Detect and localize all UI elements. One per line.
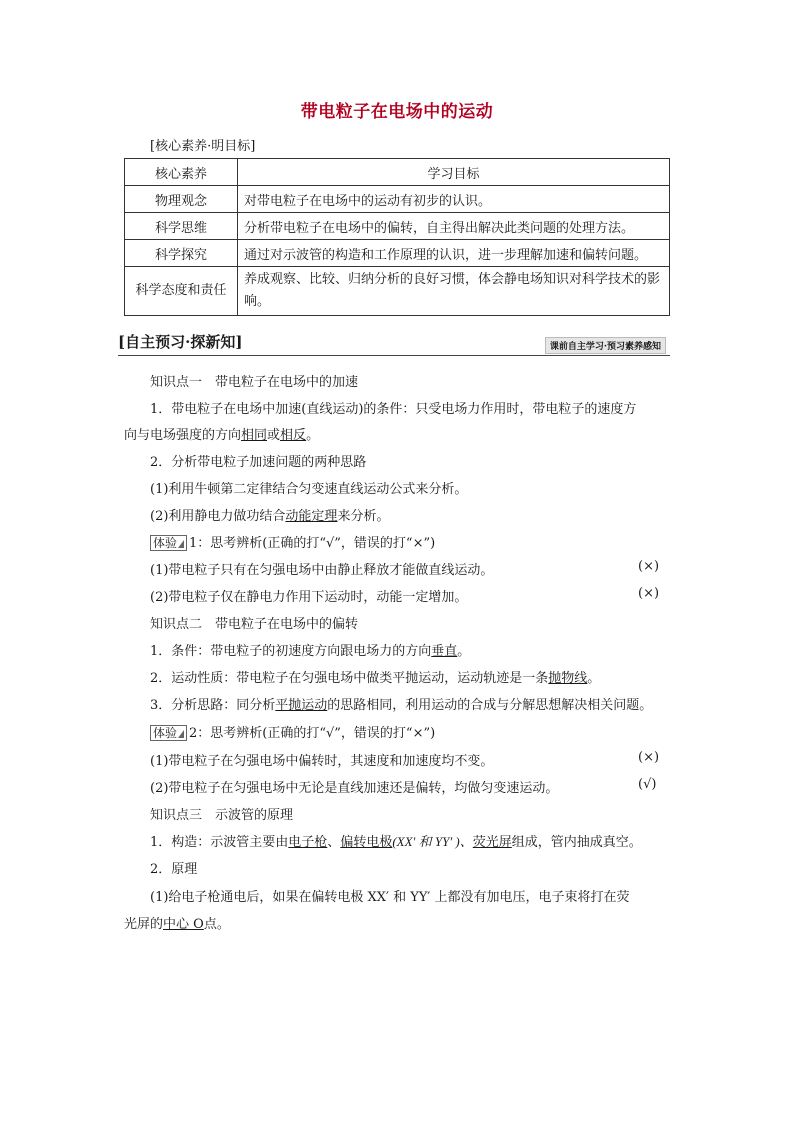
tiyan-tag <box>150 535 187 551</box>
table-cell-key: 科学态度和责任 <box>125 267 238 316</box>
answer-underline: 电子枪 <box>288 835 328 850</box>
tiyan-text: 2：思考辨析(正确的打“√”，错误的打“×”) <box>189 726 436 741</box>
kp2-question1: (1)带电粒子在匀强电场中偏转时，其速度和加速度均不变。 <box>150 754 494 769</box>
kp2-question2-mark: (√) <box>638 777 657 792</box>
answer-underline: 平抛运动 <box>275 698 328 713</box>
table-cell-value: 养成观察、比较、归纳分析的良好习惯，体会静电场知识对科学技术的影响。 <box>238 267 670 316</box>
kp1-question2-mark: (×) <box>638 586 660 601</box>
answer-underline: 相反 <box>280 428 307 443</box>
tiyan-text: 1：思考辨析(正确的打“√”，错误的打“×”) <box>189 536 436 551</box>
text-segment: 光屏的 <box>124 917 164 932</box>
tiyan-tag <box>150 725 187 741</box>
table-cell-value: 通过对示波管的构造和工作原理的认识，进一步理解加速和偏转问题。 <box>238 240 670 267</box>
text-segment: 来分析。 <box>337 509 390 524</box>
text-segment: 3．分析思路：同分析 <box>150 698 276 713</box>
text-segment: 1．构造：示波管主要由 <box>150 835 289 850</box>
table-header-core: 核心素养 <box>125 159 238 186</box>
section-title: [自主预习·探新知] <box>118 333 243 351</box>
answer-underline: 偏转电极 <box>340 835 393 850</box>
table-row <box>125 213 670 240</box>
answer-underline: 荧光屏 <box>472 835 512 850</box>
kp1-heading: 知识点一 带电粒子在电场中的加速 <box>150 375 359 390</box>
table-cell-value: 对带电粒子在电场中的运动有初步的认识。 <box>238 186 670 213</box>
text-segment: 1．条件：带电粒子的初速度方向跟电场力的方向 <box>150 644 432 659</box>
answer-underline: 中心 O <box>163 917 204 932</box>
tiyan-label: 体验 <box>153 536 178 550</box>
table-row <box>125 240 670 267</box>
corner-triangle-icon <box>178 540 184 548</box>
kp1-question1-mark: (×) <box>638 559 660 574</box>
kp2-line1 <box>150 640 470 659</box>
table-cell-key: 科学思维 <box>125 213 238 240</box>
kp3-line2: 2．原理 <box>150 862 198 877</box>
text-segment: 。 <box>587 671 601 686</box>
text-segment: 点。 <box>203 917 230 932</box>
kp1-question1: (1)带电粒子只有在匀强电场中由静止释放才能做直线运动。 <box>150 563 494 578</box>
kp3-line3a: (1)给电子枪通电后，如果在偏转电极 XX′ 和 YY′ 上都没有加电压，电子束将打在荧 <box>150 890 630 905</box>
tiyan-label: 体验 <box>153 726 178 740</box>
text-segment: (XX′ 和 YY′ )、 <box>392 834 473 849</box>
table-cell-key: 科学探究 <box>125 240 238 267</box>
section-header <box>118 331 670 356</box>
table-row <box>125 267 670 316</box>
kp1-line4 <box>150 505 389 524</box>
text-segment: 的思路相同，利用运动的合成与分解思想解决相关问题。 <box>327 698 653 713</box>
kp2-tiyan <box>150 722 435 741</box>
section-badge: 课前自主学习·预习素养感知 <box>545 337 666 354</box>
answer-underline: 抛物线 <box>548 671 588 686</box>
kp2-question1-mark: (×) <box>638 750 660 765</box>
kp3-line1 <box>150 831 642 850</box>
kp1-line1a: 1．带电粒子在电场中加速(直线运动)的条件：只受电场力作用时，带电粒子的速度方 <box>150 402 637 417</box>
text-segment: 组成，管内抽成真空。 <box>511 835 642 850</box>
kp2-line3 <box>150 694 652 713</box>
kp2-line2 <box>150 667 600 686</box>
answer-underline: 相同 <box>241 428 268 443</box>
kp1-tiyan <box>150 532 435 551</box>
table-header-row <box>125 159 670 186</box>
core-literacy-label: [核心素养·明目标] <box>150 139 256 154</box>
kp2-question2: (2)带电粒子在匀强电场中无论是直线加速还是偏转，均做匀变速运动。 <box>150 781 559 796</box>
text-segment: 。 <box>306 428 320 443</box>
table-row <box>125 186 670 213</box>
text-segment: 或 <box>267 428 281 443</box>
goals-table <box>124 158 670 316</box>
table-cell-value: 分析带电粒子在电场中的偏转，自主得出解决此类问题的处理方法。 <box>238 213 670 240</box>
kp3-line3b <box>124 913 230 932</box>
corner-triangle-icon <box>178 730 184 738</box>
answer-underline: 垂直 <box>431 644 458 659</box>
kp1-question2: (2)带电粒子仅在静电力作用下运动时，动能一定增加。 <box>150 590 468 605</box>
table-cell-key: 物理观念 <box>125 186 238 213</box>
text-segment: (2)利用静电力做功结合 <box>150 509 286 524</box>
text-segment: 、 <box>327 835 341 850</box>
text-segment: 。 <box>457 644 471 659</box>
kp2-heading: 知识点二 带电粒子在电场中的偏转 <box>150 617 359 632</box>
kp3-heading: 知识点三 示波管的原理 <box>150 808 294 823</box>
table-header-goal: 学习目标 <box>238 159 670 186</box>
kp1-line1b <box>124 424 319 443</box>
answer-underline: 动能定理 <box>285 509 338 524</box>
text-segment: 2．运动性质：带电粒子在匀强电场中做类平抛运动，运动轨迹是一条 <box>150 671 549 686</box>
page-title: 带电粒子在电场中的运动 <box>300 102 494 122</box>
text-segment: 向与电场强度的方向 <box>124 428 242 443</box>
kp1-line2: 2．分析带电粒子加速问题的两种思路 <box>150 455 367 470</box>
kp1-line3: (1)利用牛顿第二定律结合匀变速直线运动公式来分析。 <box>150 482 468 497</box>
